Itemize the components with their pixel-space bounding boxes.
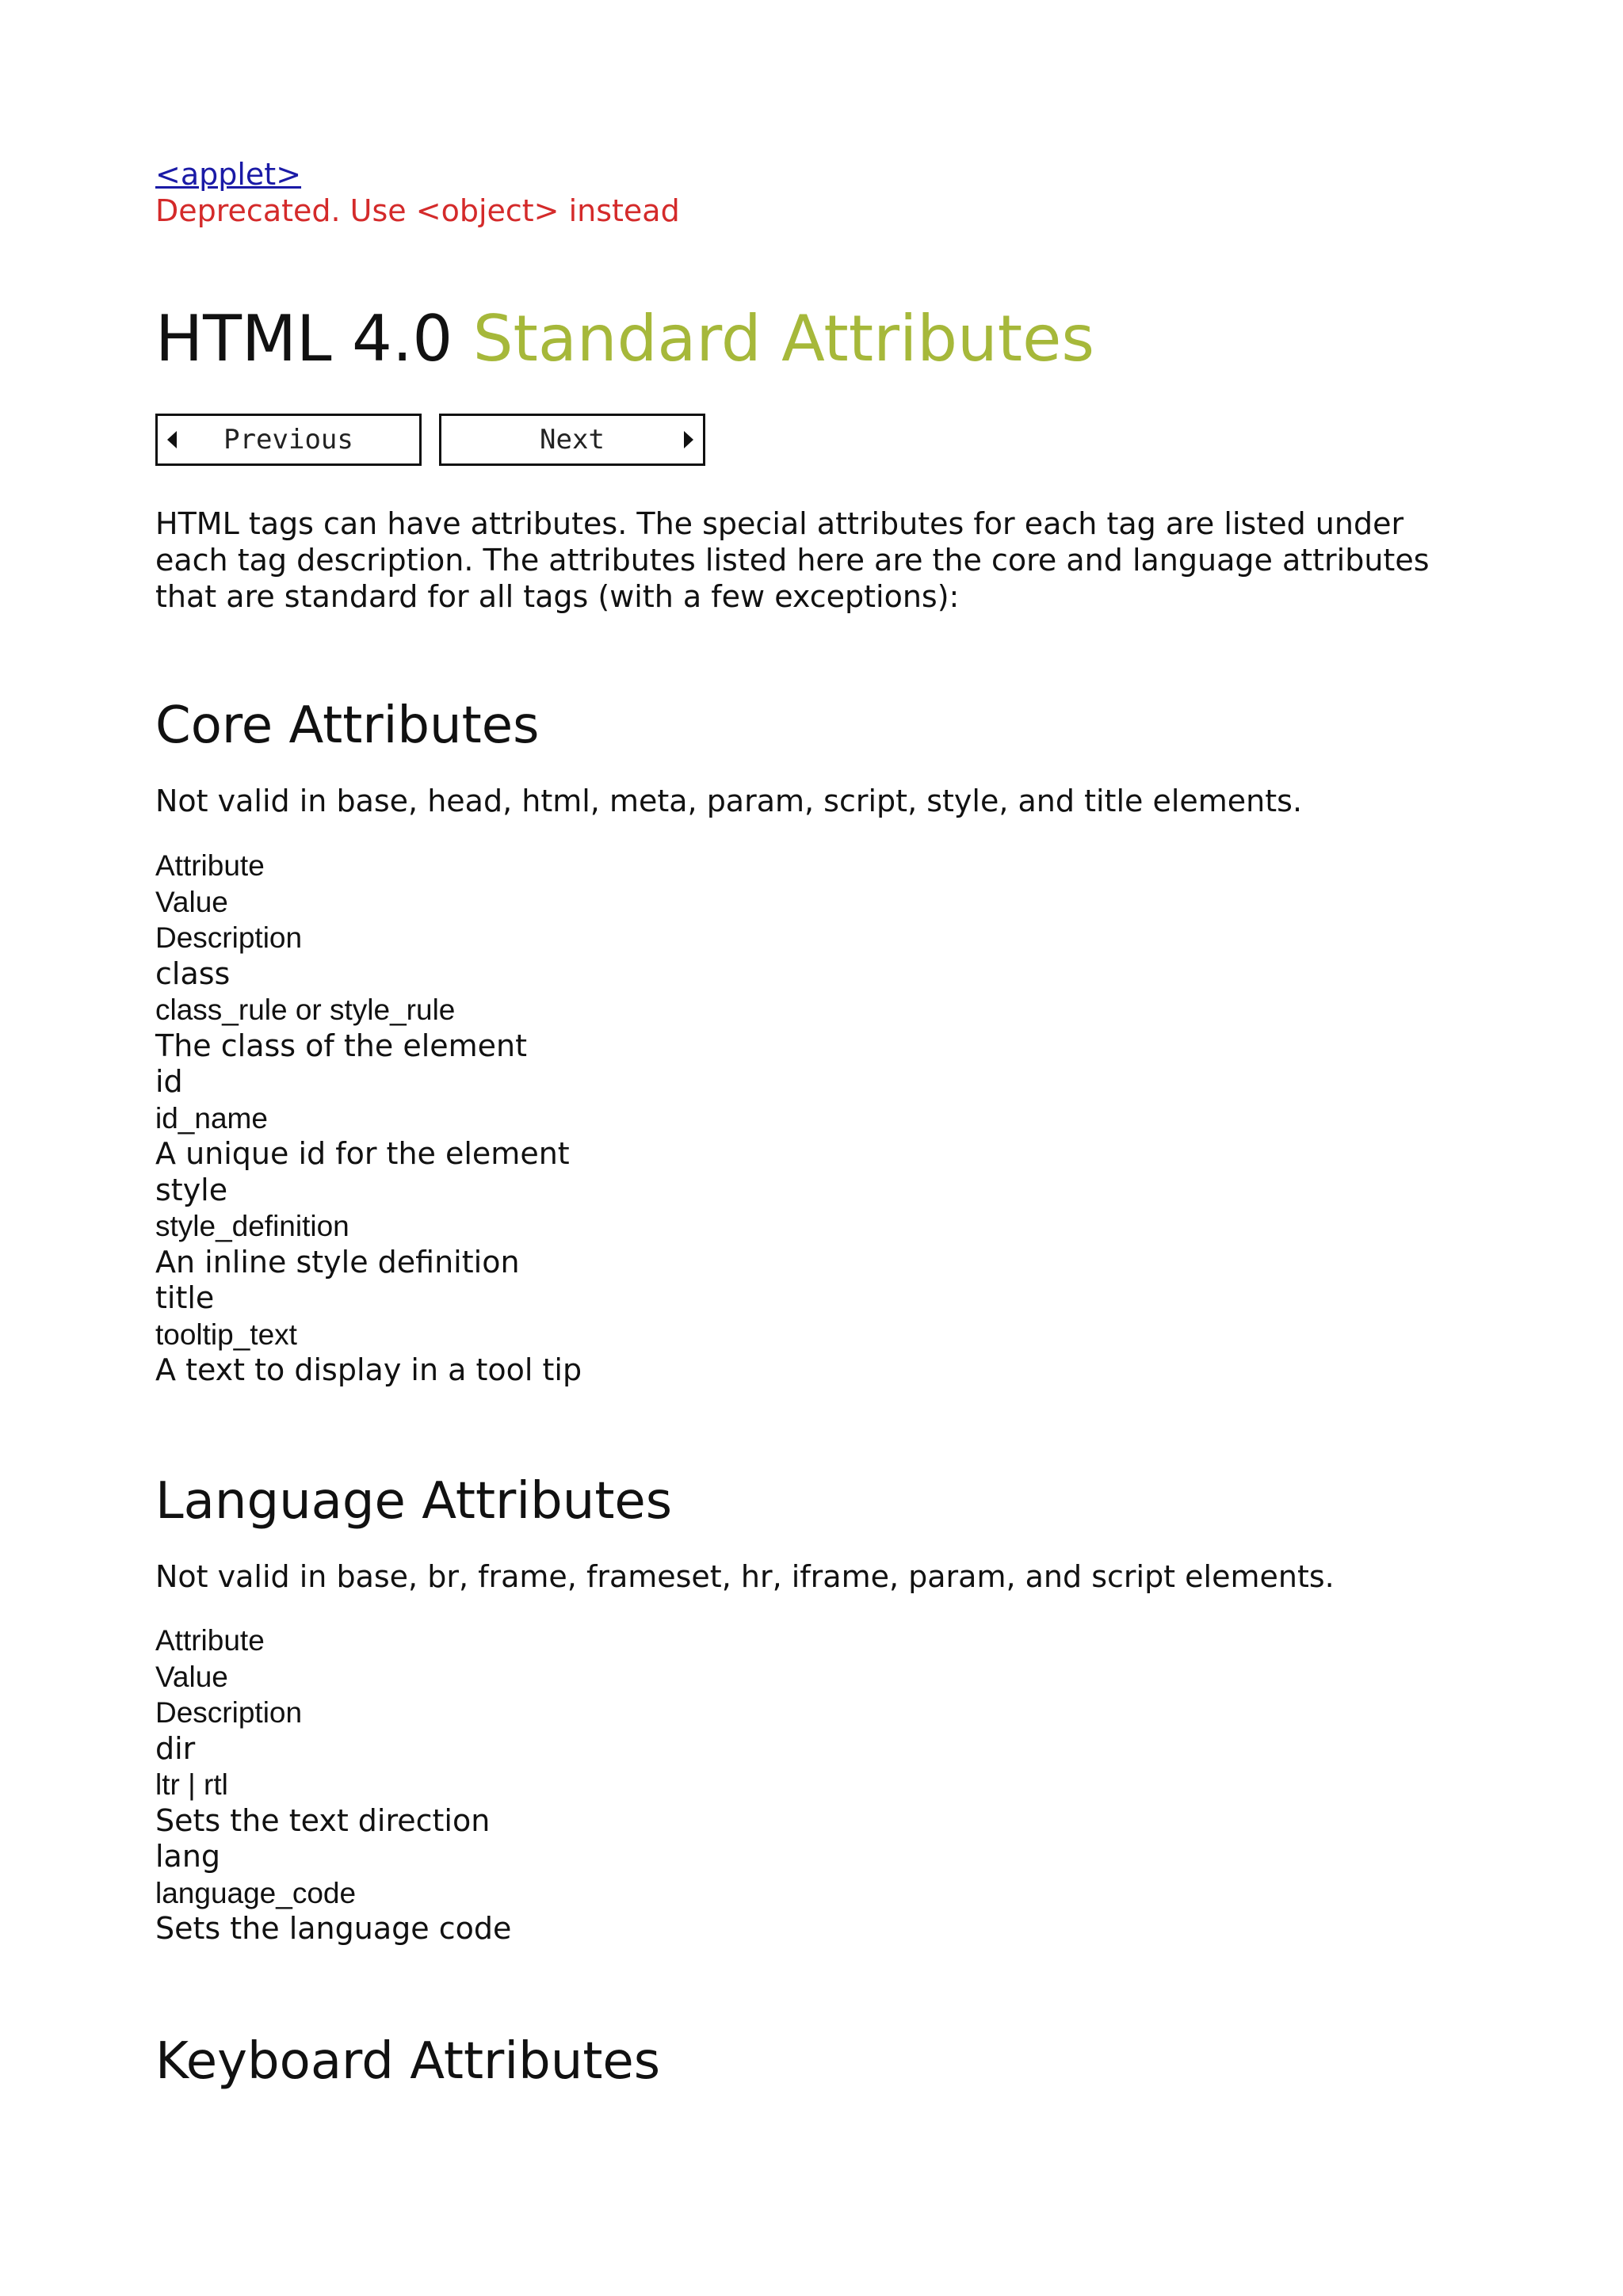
table-header-description: Description [155, 1696, 303, 1729]
attribute-description: A text to display in a tool tip [155, 1352, 582, 1387]
attribute-name: lang [155, 1839, 221, 1874]
intro-line: each tag description. The attributes listed here are the core and language attributes [155, 543, 1430, 578]
attribute-name: class [155, 955, 231, 991]
attribute-value: style_definition [155, 1210, 349, 1242]
core-attributes-note: Not valid in base, head, html, meta, param, script, style, and title elements. [155, 784, 1303, 818]
arrow-right-icon [684, 431, 693, 448]
table-header-value: Value [155, 885, 228, 918]
next-button-label: Next [540, 424, 605, 456]
language-attributes-heading: Language Attributes [155, 1472, 673, 1531]
table-header-attribute: Attribute [155, 849, 265, 882]
intro-paragraph [155, 505, 1487, 615]
previous-button-label: Previous [223, 424, 353, 456]
language-attributes-table [155, 1623, 511, 1947]
keyboard-attributes-heading: Keyboard Attributes [155, 2032, 661, 2091]
table-header-description: Description [155, 921, 303, 954]
page-title-accent: Standard Attributes [472, 302, 1095, 376]
core-attributes-heading: Core Attributes [155, 696, 540, 755]
attribute-value: ltr | rtl [155, 1768, 228, 1801]
attribute-name: dir [155, 1730, 196, 1766]
deprecated-note: Deprecated. Use <object> instead [155, 193, 680, 228]
attribute-name: id [155, 1064, 183, 1099]
core-attributes-table [155, 848, 582, 1389]
language-attributes-note: Not valid in base, br, frame, frameset, hr, iframe, param, and script elements. [155, 1559, 1335, 1594]
page-title-prefix: HTML 4.0 [155, 302, 453, 376]
attribute-value: language_code [155, 1876, 357, 1909]
attribute-description: Sets the text direction [155, 1802, 491, 1838]
applet-tag-link[interactable]: <applet> [155, 157, 302, 192]
previous-button[interactable] [155, 414, 422, 466]
attribute-name: title [155, 1280, 215, 1315]
intro-line: HTML tags can have attributes. The special attributes for each tag are listed under [155, 506, 1404, 541]
attribute-description: Sets the language code [155, 1911, 512, 1946]
attribute-value: class_rule or style_rule [155, 994, 456, 1026]
attribute-description: The class of the element [155, 1028, 528, 1063]
intro-line: that are standard for all tags (with a few exceptions): [155, 579, 960, 614]
next-button[interactable] [439, 414, 705, 466]
table-header-attribute: Attribute [155, 1624, 265, 1657]
attribute-description: A unique id for the element [155, 1136, 570, 1171]
attribute-description: An inline style definition [155, 1244, 520, 1280]
attribute-value: tooltip_text [155, 1318, 297, 1351]
attribute-name: style [155, 1172, 228, 1207]
table-header-value: Value [155, 1660, 228, 1693]
attribute-value: id_name [155, 1101, 268, 1135]
page-title [155, 299, 1094, 379]
